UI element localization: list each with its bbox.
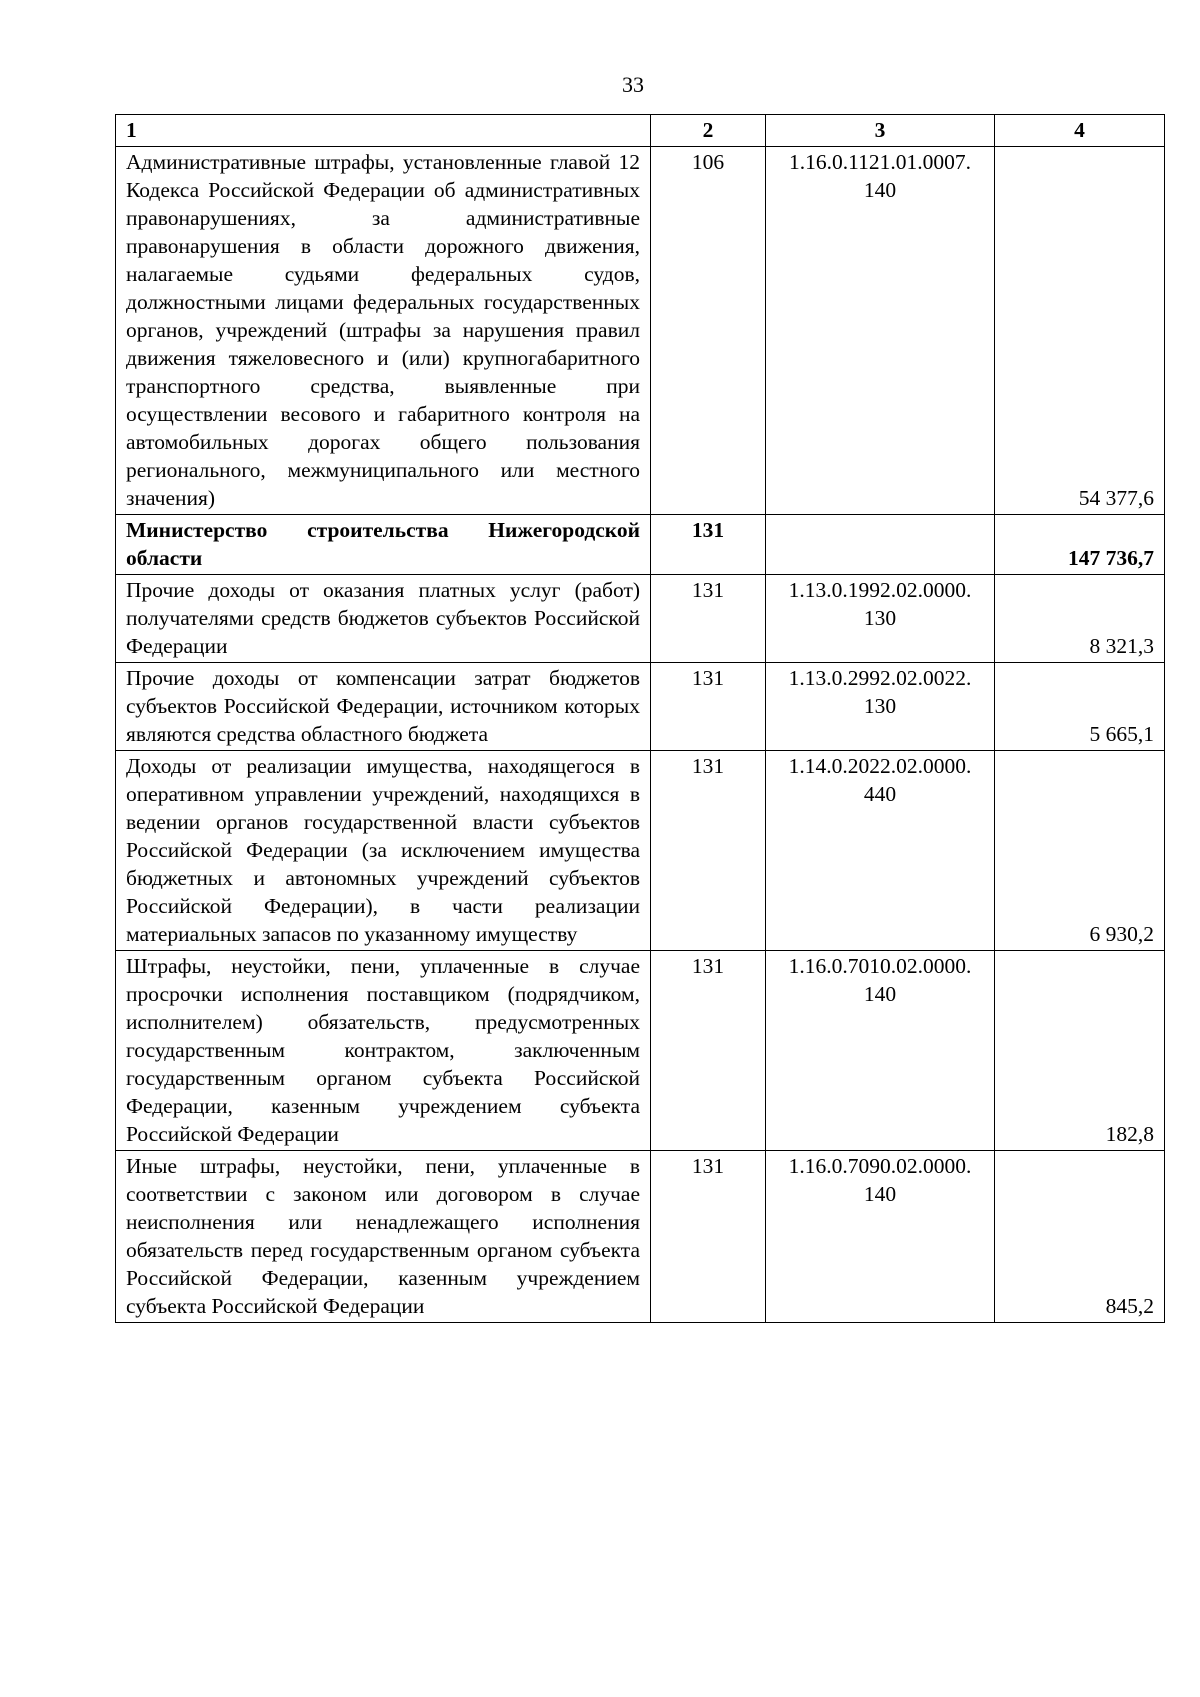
administrator-code: 131 <box>651 1151 766 1323</box>
revenue-description: Штрафы, неустойки, пени, уплаченные в случае просрочки исполнения поставщиком (подрядчиком, исполнителем) обязательств, предусмотренных государственным контрактом, заключенным государственным органом субъекта Российской Федерации, казенным учреждением субъекта Российской Федерации <box>116 951 651 1151</box>
budget-classification-code: 1.16.0.7090.02.0000. 140 <box>766 1151 995 1323</box>
table-row <box>116 751 1165 951</box>
revenue-description: Доходы от реализации имущества, находящегося в оперативном управлении учреждений, находящихся в ведении органов государственной власти субъектов Российской Федерации (за исключением имущества бюджетных и автономных учреждений субъектов Российской Федерации), в части реализации материальных запасов по указанному имуществу <box>116 751 651 951</box>
revenue-description: Прочие доходы от оказания платных услуг (работ) получателями средств бюджетов субъектов Российской Федерации <box>116 575 651 663</box>
amount-value: 182,8 <box>995 951 1165 1151</box>
administrator-code: 106 <box>651 147 766 515</box>
budget-classification-code: 1.16.0.1121.01.0007. 140 <box>766 147 995 515</box>
budget-classification-code: 1.16.0.7010.02.0000. 140 <box>766 951 995 1151</box>
column-header-2: 2 <box>651 115 766 147</box>
revenue-description: Иные штрафы, неустойки, пени, уплаченные в соответствии с законом или договором в случае неисполнения или ненадлежащего исполнения обязательств перед государственным органом субъекта Российской Федерации, казенным учреждением субъекта Российской Федерации <box>116 1151 651 1323</box>
amount-value: 845,2 <box>995 1151 1165 1323</box>
administrator-code: 131 <box>651 575 766 663</box>
amount-value: 147 736,7 <box>995 515 1165 575</box>
revenue-description: Прочие доходы от компенсации затрат бюджетов субъектов Российской Федерации, источником которых являются средства областного бюджета <box>116 663 651 751</box>
table-row <box>116 575 1165 663</box>
administrator-code: 131 <box>651 515 766 575</box>
page-number: 33 <box>622 72 644 97</box>
administrator-code: 131 <box>651 663 766 751</box>
revenue-description: Административные штрафы, установленные главой 12 Кодекса Российской Федерации об административных правонарушениях, за административные правонарушения в области дорожного движения, налагаемые судьями федеральных судов, должностными лицами федеральных государственных органов, учреждений (штрафы за нарушения правил движения тяжеловесного и (или) крупногабаритного транспортного средства, выявленные при осуществлении весового и габаритного контроля на автомобильных дорогах общего пользования регионального, межмуниципального или местного значения) <box>116 147 651 515</box>
revenue-description: Министерство строительства Нижегородской области <box>116 515 651 575</box>
amount-value: 8 321,3 <box>995 575 1165 663</box>
administrator-code: 131 <box>651 951 766 1151</box>
table-row <box>116 147 1165 515</box>
table-body <box>116 147 1165 1323</box>
amount-value: 5 665,1 <box>995 663 1165 751</box>
administrator-code: 131 <box>651 751 766 951</box>
table-row <box>116 951 1165 1151</box>
budget-classification-code: 1.13.0.1992.02.0000. 130 <box>766 575 995 663</box>
amount-value: 6 930,2 <box>995 751 1165 951</box>
budget-classification-code: 1.14.0.2022.02.0000. 440 <box>766 751 995 951</box>
column-header-3: 3 <box>766 115 995 147</box>
column-header-1: 1 <box>116 115 651 147</box>
table-row <box>116 663 1165 751</box>
table-row <box>116 1151 1165 1323</box>
budget-classification-code <box>766 515 995 575</box>
table-header-row <box>116 115 1165 147</box>
amount-value: 54 377,6 <box>995 147 1165 515</box>
column-header-4: 4 <box>995 115 1165 147</box>
table-row-ministry <box>116 515 1165 575</box>
revenue-table <box>115 114 1165 1323</box>
budget-classification-code: 1.13.0.2992.02.0022. 130 <box>766 663 995 751</box>
